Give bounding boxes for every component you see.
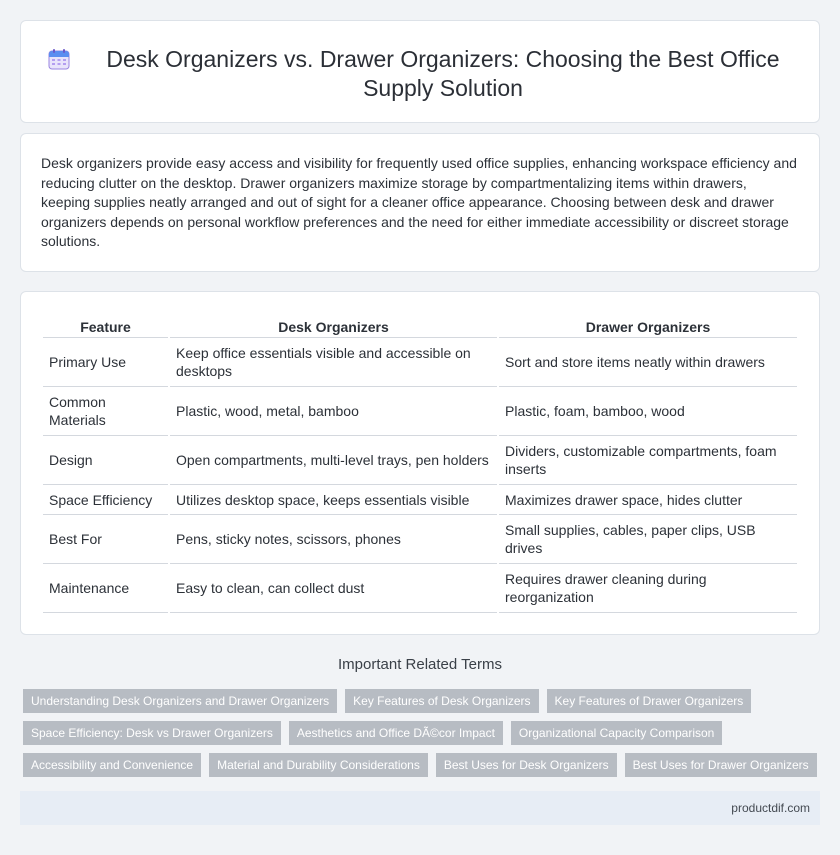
table-cell-feature: Common Materials [43,387,168,436]
table-row [43,515,797,564]
related-term-tag[interactable]: Material and Durability Considerations [209,753,428,777]
column-header-desk: Desk Organizers [170,312,497,338]
table-cell-feature: Design [43,436,168,485]
calendar-icon [47,47,71,71]
related-term-tag[interactable]: Understanding Desk Organizers and Drawer Organizers [23,689,337,713]
page-title: Desk Organizers vs. Drawer Organizers: Choosing the Best Office Supply Solution [106,46,780,101]
table-row [43,338,797,387]
table-cell-desk: Keep office essentials visible and accessible on desktops [170,338,497,387]
table-cell-feature: Best For [43,515,168,564]
table-cell-drawer: Maximizes drawer space, hides clutter [499,485,797,515]
table-cell-desk: Open compartments, multi-level trays, pen holders [170,436,497,485]
column-header-drawer: Drawer Organizers [499,312,797,338]
related-term-tag[interactable]: Accessibility and Convenience [23,753,201,777]
table-row [43,564,797,613]
table-cell-feature: Space Efficiency [43,485,168,515]
table-header-row [43,312,797,338]
table-cell-feature: Maintenance [43,564,168,613]
table-cell-drawer: Dividers, customizable compartments, foam inserts [499,436,797,485]
comparison-table [41,312,799,613]
related-term-tag[interactable]: Key Features of Drawer Organizers [547,689,752,713]
title-card [20,20,820,123]
footer [20,791,820,825]
summary-text: Desk organizers provide easy access and visibility for frequently used office supplies, enhancing workspace efficiency and reducing clutter on the desktop. Drawer organizers maximize storage by compartmentalizing items within drawers, keeping supplies neatly arranged and out of sight for a cleaner office appearance. Choosing between desk and drawer organizers depends on personal workflow preferences and the need for either immediate accessibility or discreet storage solutions. [41,155,797,250]
title-row [21,21,819,103]
table-row [43,436,797,485]
table-cell-desk: Easy to clean, can collect dust [170,564,497,613]
related-terms-title: Important Related Terms [338,656,502,673]
table-row [43,387,797,436]
column-header-feature: Feature [43,312,168,338]
related-term-tag[interactable]: Aesthetics and Office DÃ©cor Impact [289,721,503,745]
summary-card [20,133,820,272]
table-cell-desk: Pens, sticky notes, scissors, phones [170,515,497,564]
footer-brand[interactable]: productdif.com [731,801,810,815]
related-terms-list [23,689,823,777]
related-term-tag[interactable]: Organizational Capacity Comparison [511,721,722,745]
table-cell-desk: Plastic, wood, metal, bamboo [170,387,497,436]
table-cell-desk: Utilizes desktop space, keeps essentials visible [170,485,497,515]
table-cell-feature: Primary Use [43,338,168,387]
related-term-tag[interactable]: Best Uses for Desk Organizers [436,753,617,777]
table-cell-drawer: Sort and store items neatly within drawers [499,338,797,387]
table-cell-drawer: Plastic, foam, bamboo, wood [499,387,797,436]
table-cell-drawer: Requires drawer cleaning during reorganization [499,564,797,613]
table-cell-drawer: Small supplies, cables, paper clips, USB drives [499,515,797,564]
related-term-tag[interactable]: Key Features of Desk Organizers [345,689,538,713]
related-term-tag[interactable]: Best Uses for Drawer Organizers [625,753,817,777]
table-row [43,485,797,515]
comparison-table-card [20,291,820,635]
related-term-tag[interactable]: Space Efficiency: Desk vs Drawer Organizers [23,721,281,745]
